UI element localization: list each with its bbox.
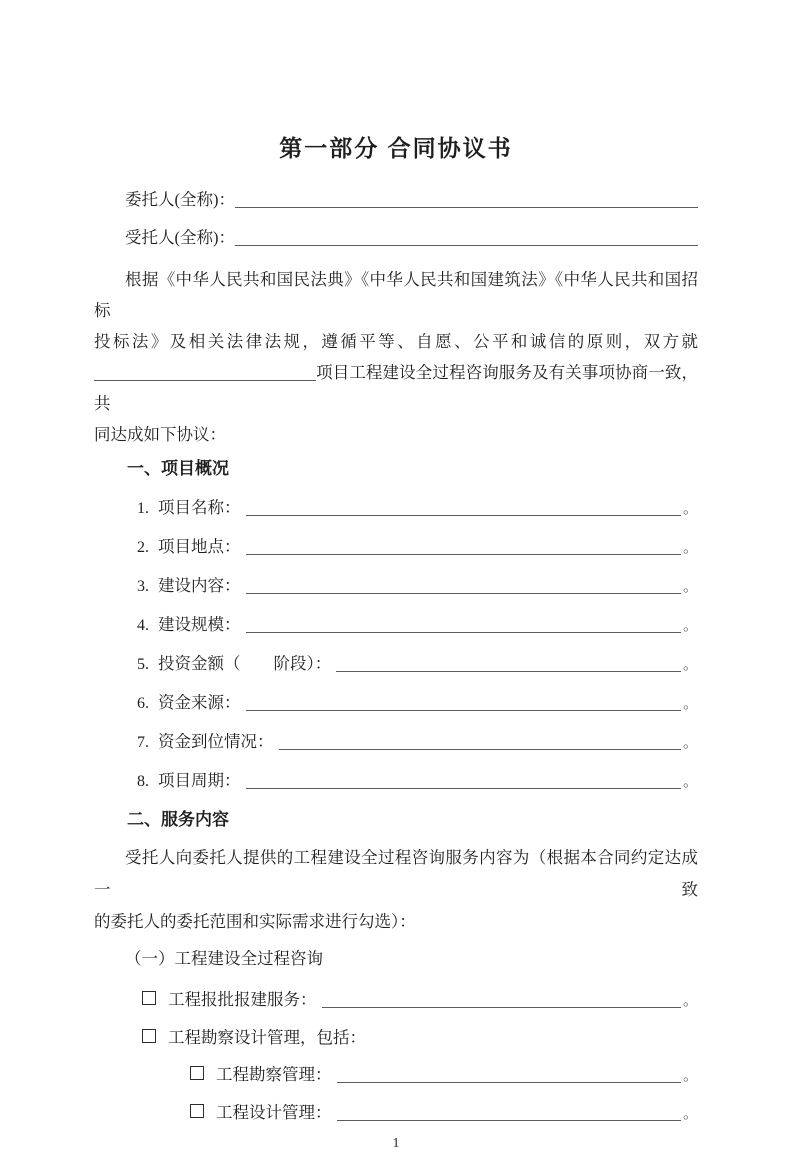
- item-number: 1.: [137, 500, 149, 517]
- checkbox-icon[interactable]: [190, 1104, 204, 1118]
- fill-blank[interactable]: [246, 710, 681, 711]
- intro-line-4: 同达成如下协议：: [94, 425, 226, 444]
- list-item-project-location: [94, 527, 698, 566]
- document-title: 第一部分 合同协议书: [279, 135, 513, 161]
- list-item-investment-amount: [94, 644, 698, 683]
- list-item-funding-status: [94, 722, 698, 761]
- checkbox-label: 工程设计管理：: [216, 1102, 332, 1122]
- item-label: 项目地点：: [158, 537, 241, 556]
- project-name-blank[interactable]: [94, 380, 316, 381]
- item-number: 8.: [137, 773, 149, 790]
- checkbox-icon[interactable]: [142, 1029, 156, 1043]
- list-item-construction-scale: [94, 605, 698, 644]
- intro-line-1: 根据《中华人民共和国民法典》《中华人民共和国建筑法》《中华人民共和国招标: [94, 270, 698, 320]
- consultant-name-blank[interactable]: [235, 245, 698, 246]
- checkbox-label: 工程报批报建服务：: [168, 990, 317, 1009]
- fill-blank[interactable]: [279, 749, 681, 750]
- list-item-construction-content: [94, 566, 698, 605]
- checkbox-label: 工程勘察设计管理，包括：: [168, 1027, 366, 1047]
- section-heading-project-overview: 一、项目概况: [127, 459, 229, 478]
- fill-blank[interactable]: [246, 632, 681, 633]
- subheading-full-process-consulting: （一）工程建设全过程咨询: [125, 949, 323, 968]
- item-number: 5.: [137, 656, 149, 673]
- fill-blank[interactable]: [246, 515, 681, 516]
- service-content-paragraph: [94, 842, 698, 938]
- intro-line-3: [94, 357, 698, 419]
- cjk-period: 。: [682, 579, 698, 595]
- item-number: 7.: [137, 734, 149, 751]
- item-number: 4.: [137, 617, 149, 634]
- checkbox-row-survey-management: [94, 1056, 698, 1094]
- page-number: 1: [392, 1136, 400, 1151]
- party-row-consultant: [125, 226, 698, 250]
- item-label: 投资金额（ 阶段）：: [158, 654, 332, 673]
- fill-blank[interactable]: [337, 1082, 681, 1083]
- fill-blank[interactable]: [337, 1120, 681, 1121]
- item-number: 6.: [137, 695, 149, 712]
- cjk-period: 。: [682, 774, 698, 790]
- party-row-client: [125, 188, 698, 212]
- project-overview-list: [94, 488, 698, 800]
- item-number: 3.: [137, 578, 149, 595]
- intro-line-2: 投标法》及相关法律法规，遵循平等、自愿、公平和诚信的原则，双方就: [94, 332, 698, 351]
- consultant-label: 受托人(全称)：: [125, 228, 235, 247]
- cjk-period: 。: [682, 657, 698, 673]
- item-label: 项目名称：: [158, 498, 241, 517]
- list-item-project-name: [94, 488, 698, 527]
- list-item-funding-source: [94, 683, 698, 722]
- cjk-period: 。: [682, 501, 698, 517]
- cjk-period: 。: [682, 993, 698, 1009]
- checkbox-label: 工程勘察管理：: [216, 1065, 332, 1084]
- cjk-period: 。: [682, 540, 698, 556]
- item-label: 建设内容：: [158, 576, 241, 595]
- checkbox-icon[interactable]: [142, 991, 156, 1005]
- service-checkbox-list: [94, 981, 698, 1131]
- checkbox-row-survey-design-management: [94, 1019, 698, 1057]
- client-label: 委托人(全称)：: [125, 190, 235, 209]
- service-para-line-2: 的委托人的委托范围和实际需求进行勾选）：: [94, 912, 416, 931]
- fill-blank[interactable]: [336, 671, 681, 672]
- item-label: 资金来源：: [158, 693, 241, 712]
- checkbox-row-approval-service: [94, 981, 698, 1019]
- intro-paragraph: [94, 264, 698, 450]
- cjk-period: 。: [682, 735, 698, 751]
- checkbox-row-design-management: [94, 1094, 698, 1132]
- cjk-period: 。: [682, 618, 698, 634]
- section-heading-service-content: 二、服务内容: [127, 810, 229, 829]
- checkbox-icon[interactable]: [190, 1066, 204, 1080]
- list-item-project-period: [94, 761, 698, 800]
- cjk-period: 。: [682, 696, 698, 712]
- intro-line-3-text: 项目工程建设全过程咨询服务及有关事项协商一致，共: [94, 363, 698, 413]
- fill-blank[interactable]: [246, 554, 681, 555]
- item-label: 建设规模：: [158, 615, 241, 634]
- item-number: 2.: [137, 539, 149, 556]
- fill-blank[interactable]: [246, 788, 681, 789]
- cjk-period: 。: [682, 1105, 698, 1122]
- service-para-line-1: 受托人向委托人提供的工程建设全过程咨询服务内容为（根据本合同约定达成一致: [94, 848, 698, 899]
- fill-blank[interactable]: [322, 1007, 681, 1008]
- item-label: 资金到位情况：: [158, 732, 274, 751]
- item-label: 项目周期：: [158, 771, 241, 790]
- cjk-period: 。: [682, 1068, 698, 1084]
- fill-blank[interactable]: [246, 593, 681, 594]
- client-name-blank[interactable]: [235, 207, 698, 208]
